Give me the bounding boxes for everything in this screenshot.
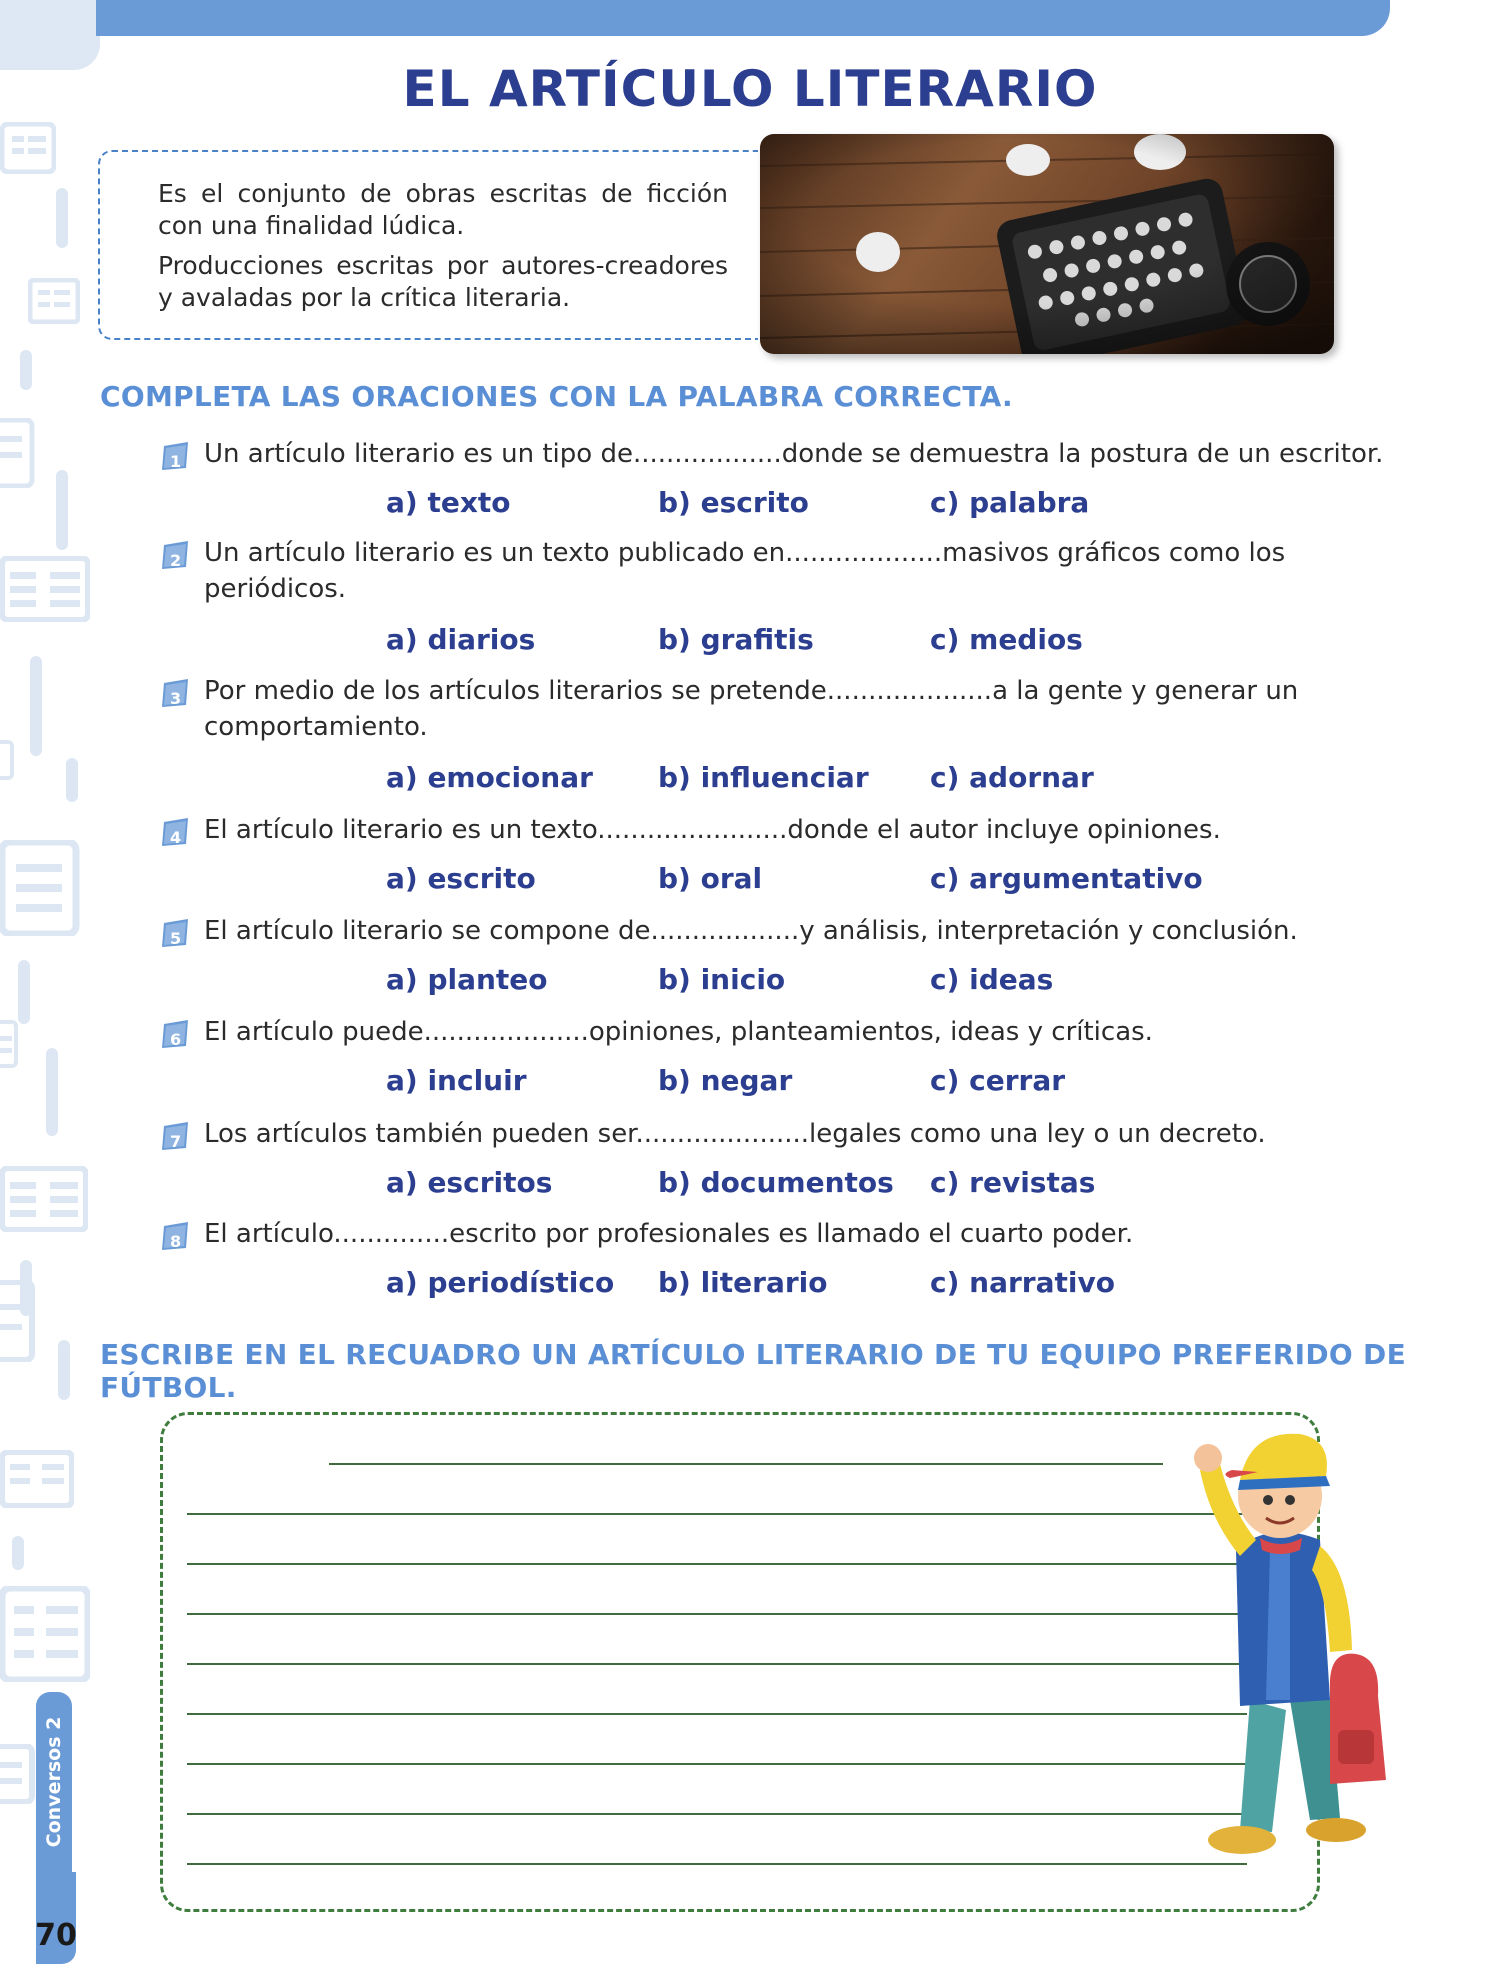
question-5 xyxy=(160,913,1400,949)
question-text: El artículo literario es un texto.......................donde el autor incluye opiniones. xyxy=(204,815,1221,845)
typewriter-photo xyxy=(760,134,1334,354)
page-number-tab xyxy=(36,1872,76,1964)
document-icon xyxy=(28,278,80,324)
title-line[interactable] xyxy=(329,1463,1163,1465)
question-number-badge xyxy=(160,1222,190,1250)
question-text: Los artículos también pueden ser.....................legales como una ley o un decreto. xyxy=(204,1119,1266,1149)
option-b[interactable]: b) oral xyxy=(658,862,763,895)
pencil-icon xyxy=(20,350,32,390)
question-text: El artículo..............escrito por profesionales es llamado el cuarto poder. xyxy=(204,1219,1134,1249)
question-8 xyxy=(160,1216,1400,1252)
question-number-badge xyxy=(160,919,190,947)
option-b[interactable]: b) influenciar xyxy=(658,761,869,794)
option-c[interactable]: c) narrativo xyxy=(930,1266,1115,1299)
writing-line[interactable] xyxy=(187,1863,1247,1865)
document-icon xyxy=(0,1586,90,1682)
answer-options xyxy=(386,1266,1286,1306)
pencil-icon xyxy=(12,1536,24,1570)
option-c[interactable]: c) cerrar xyxy=(930,1064,1066,1097)
question-number-badge xyxy=(160,1122,190,1150)
option-a[interactable]: a) texto xyxy=(386,486,511,519)
question-number: 6 xyxy=(170,1030,182,1049)
option-c[interactable]: c) palabra xyxy=(930,486,1090,519)
writing-line[interactable] xyxy=(187,1763,1247,1765)
pencil-icon xyxy=(46,1048,58,1136)
option-a[interactable]: a) periodístico xyxy=(386,1266,615,1299)
option-c[interactable]: c) ideas xyxy=(930,963,1054,996)
top-banner xyxy=(96,0,1390,36)
question-3 xyxy=(160,673,1400,745)
document-icon xyxy=(0,1280,36,1362)
writing-line[interactable] xyxy=(187,1663,1247,1665)
answer-options xyxy=(386,623,1286,663)
question-text: Por medio de los artículos literarios se pretende....................a la gente y generar un comportamiento. xyxy=(204,676,1299,742)
document-icon xyxy=(0,122,56,174)
question-number-badge xyxy=(160,679,190,707)
option-b[interactable]: b) inicio xyxy=(658,963,786,996)
question-number-badge xyxy=(160,1020,190,1048)
option-b[interactable]: b) escrito xyxy=(658,486,809,519)
answer-options xyxy=(386,862,1286,902)
margin-decoration xyxy=(0,100,100,1840)
writing-line[interactable] xyxy=(187,1713,1247,1715)
question-number-badge xyxy=(160,818,190,846)
question-number: 1 xyxy=(170,452,182,471)
document-icon xyxy=(0,1744,36,1804)
option-a[interactable]: a) diarios xyxy=(386,623,536,656)
book-title: Conversos 2 xyxy=(43,1716,65,1848)
answer-options xyxy=(386,486,1286,526)
pencil-icon xyxy=(18,960,30,1024)
option-a[interactable]: a) escritos xyxy=(386,1166,553,1199)
section-heading-complete: COMPLETA LAS ORACIONES CON LA PALABRA CORRECTA. xyxy=(100,380,1013,413)
question-number: 7 xyxy=(170,1132,182,1151)
answer-options xyxy=(386,1064,1286,1104)
question-text: El artículo puede....................opiniones, planteamientos, ideas y críticas. xyxy=(204,1017,1153,1047)
page-number: 70 xyxy=(35,1918,77,1953)
answer-options xyxy=(386,761,1286,801)
pencil-icon xyxy=(66,758,78,802)
document-icon xyxy=(0,740,14,780)
question-6 xyxy=(160,1014,1400,1050)
option-a[interactable]: a) planteo xyxy=(386,963,548,996)
pencil-icon xyxy=(56,188,68,248)
question-number: 8 xyxy=(170,1232,182,1251)
option-b[interactable]: b) negar xyxy=(658,1064,793,1097)
question-number: 2 xyxy=(170,551,182,570)
option-a[interactable]: a) incluir xyxy=(386,1064,527,1097)
pencil-icon xyxy=(56,470,68,550)
writing-box[interactable] xyxy=(160,1412,1320,1912)
pencil-icon xyxy=(58,1340,70,1400)
option-b[interactable]: b) grafitis xyxy=(658,623,814,656)
option-b[interactable]: b) documentos xyxy=(658,1166,894,1199)
page-title: EL ARTÍCULO LITERARIO xyxy=(402,60,1098,118)
question-text: Un artículo literario es un texto publicado en...................masivos gráficos como los periódicos. xyxy=(204,538,1286,604)
top-corner-tab xyxy=(0,0,100,70)
question-number-badge xyxy=(160,541,190,569)
answer-options xyxy=(386,963,1286,1003)
intro-paragraph: Producciones escritas por autores-creadores y avaladas por la crítica literaria. xyxy=(158,251,728,312)
boy-illustration xyxy=(1180,1400,1430,1870)
pencil-icon xyxy=(30,656,42,756)
document-icon xyxy=(0,840,80,936)
document-icon xyxy=(0,1020,18,1068)
document-icon xyxy=(0,418,36,488)
intro-box xyxy=(98,150,758,340)
answer-options xyxy=(386,1166,1286,1206)
option-c[interactable]: c) adornar xyxy=(930,761,1094,794)
writing-line[interactable] xyxy=(187,1813,1247,1815)
question-text: Un artículo literario es un tipo de..................donde se demuestra la postura de un escritor. xyxy=(204,439,1384,469)
question-1 xyxy=(160,436,1400,472)
option-c[interactable]: c) revistas xyxy=(930,1166,1096,1199)
question-2 xyxy=(160,535,1400,607)
writing-line[interactable] xyxy=(187,1563,1247,1565)
section-heading-write: ESCRIBE EN EL RECUADRO UN ARTÍCULO LITERARIO DE TU EQUIPO PREFERIDO DE FÚTBOL. xyxy=(100,1338,1406,1404)
question-text: El artículo literario se compone de..................y análisis, interpretación y conclusión. xyxy=(204,916,1298,946)
option-c[interactable]: c) medios xyxy=(930,623,1083,656)
writing-line[interactable] xyxy=(187,1513,1247,1515)
question-number: 3 xyxy=(170,689,182,708)
option-a[interactable]: a) escrito xyxy=(386,862,536,895)
question-number: 5 xyxy=(170,929,182,948)
document-icon xyxy=(0,556,90,622)
option-c[interactable]: c) argumentativo xyxy=(930,862,1203,895)
intro-paragraph: Es el conjunto de obras escritas de ficción con una finalidad lúdica. xyxy=(158,179,728,240)
document-icon xyxy=(0,1450,74,1508)
intro-text xyxy=(158,178,728,322)
question-4 xyxy=(160,812,1400,848)
option-a[interactable]: a) emocionar xyxy=(386,761,593,794)
document-icon xyxy=(0,1166,88,1232)
question-number: 4 xyxy=(170,828,182,847)
question-number-badge xyxy=(160,442,190,470)
option-b[interactable]: b) literario xyxy=(658,1266,828,1299)
book-title-tab xyxy=(36,1692,72,1872)
writing-line[interactable] xyxy=(187,1613,1247,1615)
question-7 xyxy=(160,1116,1400,1152)
